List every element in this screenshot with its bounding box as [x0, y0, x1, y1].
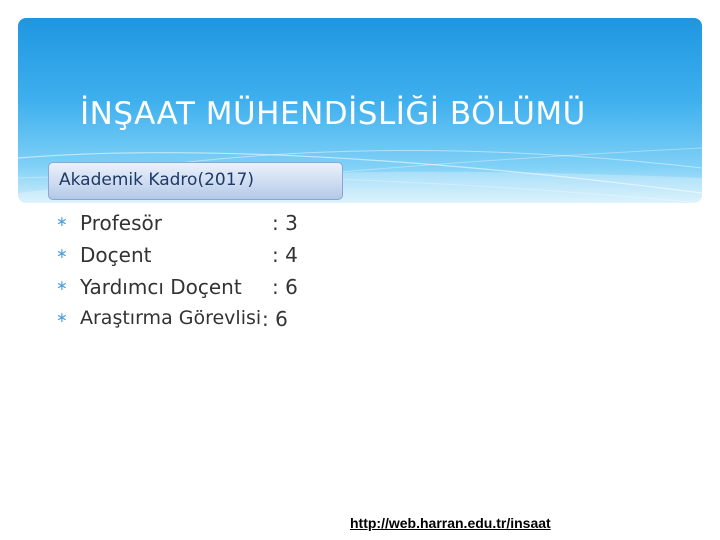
list-item-label: Araştırma Görevlisi [80, 307, 262, 329]
asterisk-bullet-icon: ∗ [56, 310, 68, 326]
subtitle-text: Akademik Kadro(2017) [59, 170, 254, 190]
list-item-label: Profesör [80, 211, 162, 235]
asterisk-bullet-icon: ∗ [56, 214, 68, 230]
staff-list [56, 208, 376, 336]
subtitle-box [48, 162, 343, 200]
list-item-value: : 4 [272, 243, 298, 267]
list-item [56, 304, 376, 336]
asterisk-bullet-icon: ∗ [56, 278, 68, 294]
list-item [56, 208, 376, 240]
list-item-label: Doçent [80, 243, 152, 267]
list-item-label: Yardımcı Doçent [80, 275, 242, 299]
asterisk-bullet-icon: ∗ [56, 246, 68, 262]
list-item-value: : 3 [272, 211, 298, 235]
list-item [56, 240, 376, 272]
list-item [56, 272, 376, 304]
department-website-link[interactable]: http://web.harran.edu.tr/insaat [350, 515, 551, 531]
slide-title: İNŞAAT MÜHENDİSLİĞİ BÖLÜMÜ [80, 96, 586, 132]
list-item-value: : 6 [262, 307, 288, 331]
list-item-value: : 6 [272, 275, 298, 299]
